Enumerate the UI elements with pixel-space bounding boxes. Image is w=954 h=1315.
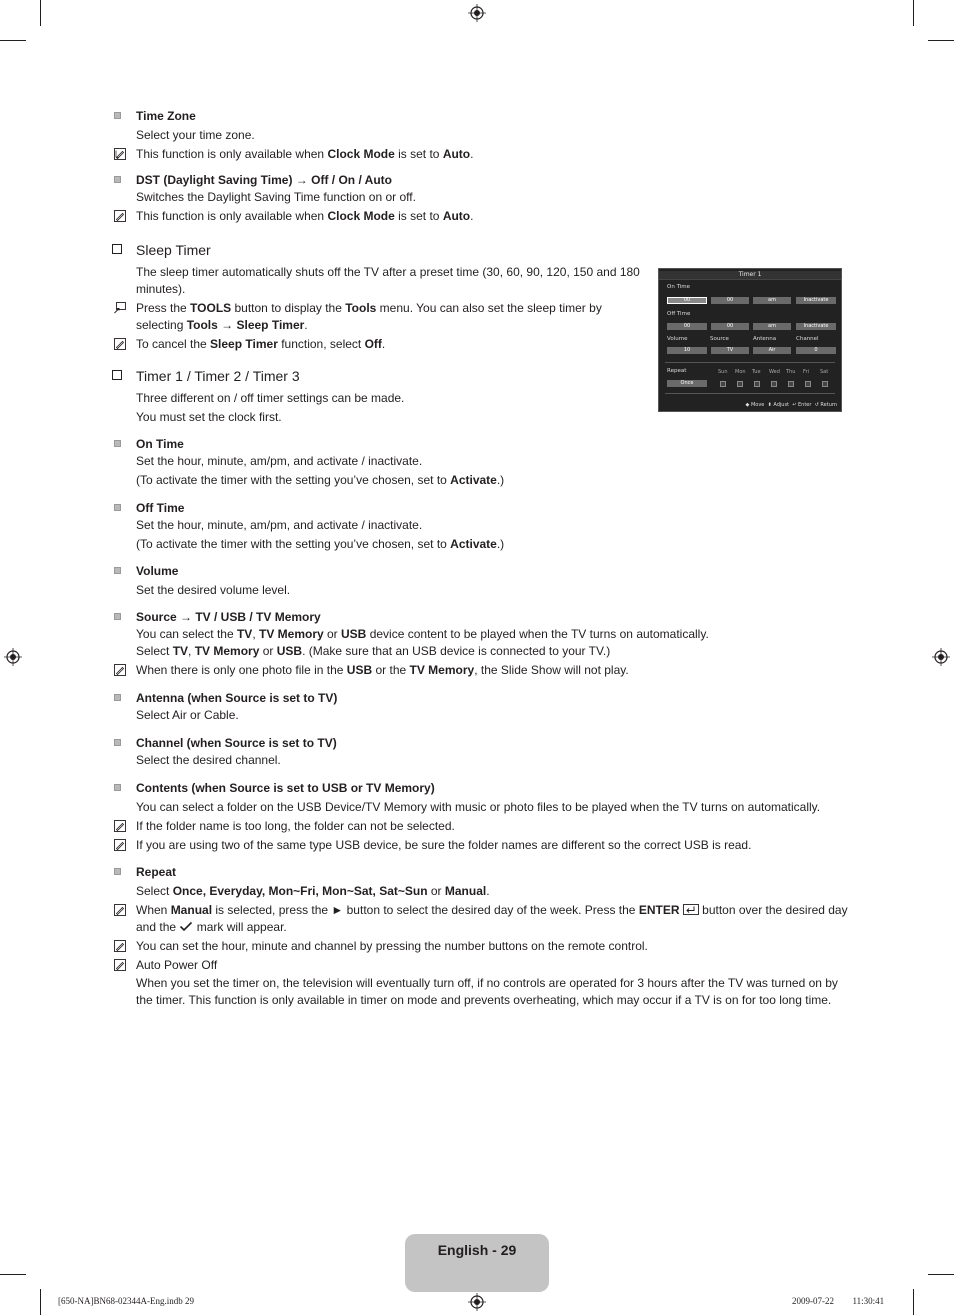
osd-channel[interactable]: 0: [796, 347, 836, 354]
note: [112, 662, 852, 679]
osd-footer-adjust: Adjust: [773, 402, 790, 408]
section-sleep-timer: [112, 242, 652, 353]
note-icon: [114, 664, 126, 676]
checkbox-bullet-icon: [112, 370, 122, 380]
note-icon: [114, 839, 126, 851]
osd-day: Sat: [820, 369, 829, 375]
section-desc: Select the desired channel.: [136, 753, 281, 767]
bullet-square-icon: [114, 613, 121, 620]
section-source: [112, 609, 852, 679]
section-desc: [112, 643, 852, 660]
crop-mark: [913, 1289, 914, 1315]
tools-icon: [114, 302, 126, 314]
note-text: .: [470, 209, 474, 223]
note-icon: [114, 148, 126, 160]
registration-mark-icon: [4, 648, 22, 666]
note-term: Auto: [442, 147, 471, 161]
crop-mark: [913, 0, 914, 26]
bullet-square-icon: [114, 504, 121, 511]
note-icon: [114, 959, 126, 971]
bullet-square-icon: [114, 694, 121, 701]
desc-text: ,: [252, 627, 259, 641]
note: [112, 938, 852, 955]
section-desc: The sleep timer automatically shuts off the TV after a preset time (30, 60, 90, 120, 150 and 180 minutes).: [136, 265, 640, 296]
osd-day: Fri: [803, 369, 809, 375]
note-term: Tools: [345, 301, 377, 315]
section-title: Antenna (when Source is set to TV): [136, 691, 338, 705]
desc-text: .): [496, 537, 505, 551]
desc-term: TV Memory: [258, 627, 324, 641]
osd-divider: [665, 362, 835, 363]
note-text: You can set the hour, minute and channel by pressing the number buttons on the remote control.: [136, 939, 648, 953]
osd-repeat[interactable]: Once: [667, 380, 707, 387]
desc-term: Once, Everyday, Mon~Fri, Mon~Sat, Sat~Sun: [172, 884, 428, 898]
osd-label-volume: Volume: [667, 336, 688, 342]
note-icon: [114, 904, 126, 916]
section-desc: Three different on / off timer settings can be made.: [136, 391, 405, 405]
note-text: mark will appear.: [193, 920, 287, 934]
print-slug-right: 2009-07-22 ￿￿ 11:30:41: [792, 1296, 885, 1306]
note-text: button to display the: [231, 301, 346, 315]
note-text: This function is only available when: [136, 147, 328, 161]
osd-footer: [746, 402, 837, 408]
desc-text: device content to be played when the TV turns on automatically.: [366, 627, 709, 641]
section-antenna: [112, 690, 852, 724]
desc-term: Activate: [450, 537, 497, 551]
section-desc: Switches the Daylight Saving Time function on or off.: [136, 190, 416, 204]
note-text: or the: [372, 663, 410, 677]
desc-text: (To activate the timer with the setting you’ve chosen, set to: [136, 537, 451, 551]
note-desc: When you set the timer on, the television will eventually turn off, if no controls are operated for 3 hours after the TV was turned on by the timer. This function is only available in timer on mode and prevents overheating, which may occur if a TV is on for too long time.: [136, 976, 838, 1007]
osd-day-checkbox[interactable]: [720, 381, 726, 387]
bullet-square-icon: [114, 784, 121, 791]
osd-label-antenna: Antenna: [753, 336, 777, 342]
osd-day: Wed: [769, 369, 780, 375]
osd-title: Timer 1: [659, 271, 841, 280]
desc-text: or: [323, 627, 342, 641]
bullet-square-icon: [114, 176, 121, 183]
osd-day: Mon: [735, 369, 746, 375]
section-title: Sleep Timer: [136, 242, 211, 258]
adjust-icon: ⬍: [767, 402, 772, 408]
section-desc: Set the hour, minute, am/pm, and activate / inactivate.: [136, 454, 423, 468]
section-title: DST (Daylight Saving Time) → Off / On / Auto: [136, 173, 393, 187]
note-icon: [114, 940, 126, 952]
desc-text: or: [259, 644, 277, 658]
note-text: .: [381, 337, 386, 351]
note-term: Sleep Timer: [210, 337, 278, 351]
section-desc: Select your time zone.: [136, 128, 255, 142]
return-icon: ↺: [814, 402, 819, 408]
osd-off-hour[interactable]: 00: [667, 323, 707, 330]
bullet-square-icon: [114, 112, 121, 119]
desc-term: USB: [341, 627, 367, 641]
osd-divider: [665, 393, 835, 394]
osd-off-activate[interactable]: Inactivate: [796, 323, 836, 330]
checkbox-bullet-icon: [112, 244, 122, 254]
note-text: function, select: [277, 337, 365, 351]
note: [112, 146, 852, 163]
crop-mark: [928, 40, 954, 41]
desc-term: TV Memory: [194, 644, 260, 658]
note-title: Auto Power Off: [136, 958, 218, 972]
osd-source[interactable]: TV: [711, 347, 749, 354]
osd-footer-return: Return: [820, 402, 837, 408]
section-dst: [112, 172, 852, 225]
move-icon: ◆: [745, 402, 750, 408]
section-title: On Time: [136, 437, 184, 451]
crop-mark: [928, 1274, 954, 1275]
note-text: To cancel the: [136, 337, 211, 351]
note-text: .: [304, 318, 308, 332]
section-desc: [112, 626, 852, 643]
note-text: If the folder name is too long, the folder can not be selected.: [136, 819, 455, 833]
note-term: Clock Mode: [327, 147, 395, 161]
note-term: ENTER: [638, 903, 680, 917]
section-desc: You must set the clock first.: [136, 410, 282, 424]
checkmark-icon: [179, 921, 193, 932]
desc-text: (To activate the timer with the setting you’ve chosen, set to: [136, 473, 451, 487]
section-title: Time Zone: [136, 109, 196, 123]
crop-mark: [40, 1289, 41, 1315]
osd-on-minute[interactable]: 00: [711, 297, 749, 304]
enter-icon: [683, 904, 699, 915]
desc-term: Manual: [444, 884, 487, 898]
crop-mark: [40, 0, 41, 26]
section-title: Contents (when Source is set to USB or TV Memory): [136, 781, 435, 795]
note-term: TOOLS: [190, 301, 232, 315]
osd-antenna[interactable]: Air: [753, 347, 791, 354]
note-term: Off: [364, 337, 382, 351]
desc-text: Select: [136, 644, 173, 658]
bullet-square-icon: [114, 739, 121, 746]
osd-off-ampm[interactable]: am: [753, 323, 791, 330]
section-off-time: [112, 500, 852, 553]
enter-icon: ↵: [792, 402, 797, 408]
note-text: If you are using two of the same type USB device, be sure the folder names are different so the correct USB is read.: [136, 838, 752, 852]
desc-text: .): [496, 473, 505, 487]
note-text: When there is only one photo file in the: [136, 663, 347, 677]
desc-text: or: [427, 884, 445, 898]
osd-label-source: Source: [710, 336, 729, 342]
osd-day-checkbox[interactable]: [788, 381, 794, 387]
section-title: Timer 1 / Timer 2 / Timer 3: [136, 368, 300, 384]
section-channel: [112, 735, 852, 769]
osd-on-hour[interactable]: 00: [667, 297, 707, 304]
section-time-zone: [112, 108, 852, 163]
note-term: Tools → Sleep Timer: [186, 318, 305, 332]
crop-mark: [0, 1274, 26, 1275]
tools-note: [112, 300, 652, 334]
note-text: When: [136, 903, 171, 917]
desc-text: . (Make sure that an USB device is connected to your TV.): [302, 644, 611, 658]
bullet-square-icon: [114, 868, 121, 875]
section-desc: [112, 536, 852, 553]
section-desc: Set the desired volume level.: [136, 583, 291, 597]
osd-on-activate[interactable]: Inactivate: [796, 297, 836, 304]
osd-on-ampm[interactable]: am: [753, 297, 791, 304]
section-volume: [112, 563, 852, 599]
registration-mark-icon: [468, 4, 486, 22]
note-text: Press the: [136, 301, 191, 315]
osd-day-checkbox[interactable]: [737, 381, 743, 387]
section-title: Repeat: [136, 865, 177, 879]
note-term: TV Memory: [409, 663, 475, 677]
osd-volume[interactable]: 10: [667, 347, 707, 354]
note-text: , the Slide Show will not play.: [474, 663, 629, 677]
registration-mark-icon: [468, 1293, 486, 1311]
section-title: Channel (when Source is set to TV): [136, 736, 337, 750]
desc-term: TV: [172, 644, 189, 658]
osd-repeat-label: Repeat: [667, 368, 687, 374]
note-text: .: [470, 147, 474, 161]
note-term: USB: [346, 663, 373, 677]
osd-day: Thu: [786, 369, 796, 375]
page-number-badge: [405, 1234, 549, 1292]
note: [112, 208, 852, 225]
osd-off-minute[interactable]: 00: [711, 323, 749, 330]
section-title: Source → TV / USB / TV Memory: [136, 610, 321, 624]
desc-text: ,: [188, 644, 195, 658]
section-timers: [112, 368, 652, 426]
bullet-square-icon: [114, 567, 121, 574]
section-desc: You can select a folder on the USB Device/TV Memory with music or photo files to be played when the TV turns on automatically.: [136, 800, 821, 814]
section-desc: Set the hour, minute, am/pm, and activate / inactivate.: [136, 518, 423, 532]
section-desc: Select Air or Cable.: [136, 708, 239, 722]
section-title: Volume: [136, 564, 179, 578]
desc-text: .: [486, 884, 490, 898]
osd-day: Sun: [718, 369, 728, 375]
osd-footer-enter: Enter: [798, 402, 812, 408]
osd-on-time-label: On Time: [667, 284, 691, 290]
desc-text: You can select the: [136, 627, 237, 641]
cancel-note: [112, 336, 652, 353]
desc-term: USB: [276, 644, 303, 658]
section-repeat: [112, 864, 852, 1009]
note-text: This function is only available when: [136, 209, 328, 223]
note-text: button over the desired day and the: [136, 903, 848, 934]
note-text: is set to: [394, 147, 443, 161]
osd-label-channel: Channel: [796, 336, 819, 342]
section-contents: [112, 780, 852, 854]
note-icon: [114, 210, 126, 222]
section-title: Off Time: [136, 501, 185, 515]
osd-off-time-label: Off Time: [667, 311, 691, 317]
crop-mark: [0, 40, 26, 41]
desc-text: Select: [136, 884, 173, 898]
note-term: Auto: [442, 209, 471, 223]
osd-day-checkbox[interactable]: [805, 381, 811, 387]
desc-term: TV: [236, 627, 253, 641]
osd-day-checkbox[interactable]: [822, 381, 828, 387]
note-term: Clock Mode: [327, 209, 395, 223]
osd-day-checkbox[interactable]: [754, 381, 760, 387]
note-text: is set to: [394, 209, 443, 223]
bullet-square-icon: [114, 440, 121, 447]
note: [112, 837, 852, 854]
note: [112, 902, 852, 936]
note-term: Manual: [170, 903, 213, 917]
section-desc: [112, 883, 852, 900]
print-slug-left: [650-NA]BN68-02344A-Eng.indb 29: [58, 1296, 194, 1306]
desc-term: Activate: [450, 473, 497, 487]
note-icon: [114, 338, 126, 350]
note-text: menu. You can also set the sleep timer by selecting: [136, 301, 602, 332]
osd-day-checkbox[interactable]: [771, 381, 777, 387]
section-on-time: [112, 436, 852, 489]
note: [112, 818, 852, 835]
note: [112, 957, 852, 974]
note-text: is selected, press the ► button to select the desired day of the week. Press the: [212, 903, 639, 917]
osd-day: Tue: [752, 369, 761, 375]
note-icon: [114, 820, 126, 832]
registration-mark-icon: [932, 648, 950, 666]
section-desc: [112, 472, 852, 489]
osd-footer-move: Move: [750, 402, 765, 408]
page-number: English - 29: [437, 1242, 517, 1258]
timer-osd: [658, 268, 842, 412]
